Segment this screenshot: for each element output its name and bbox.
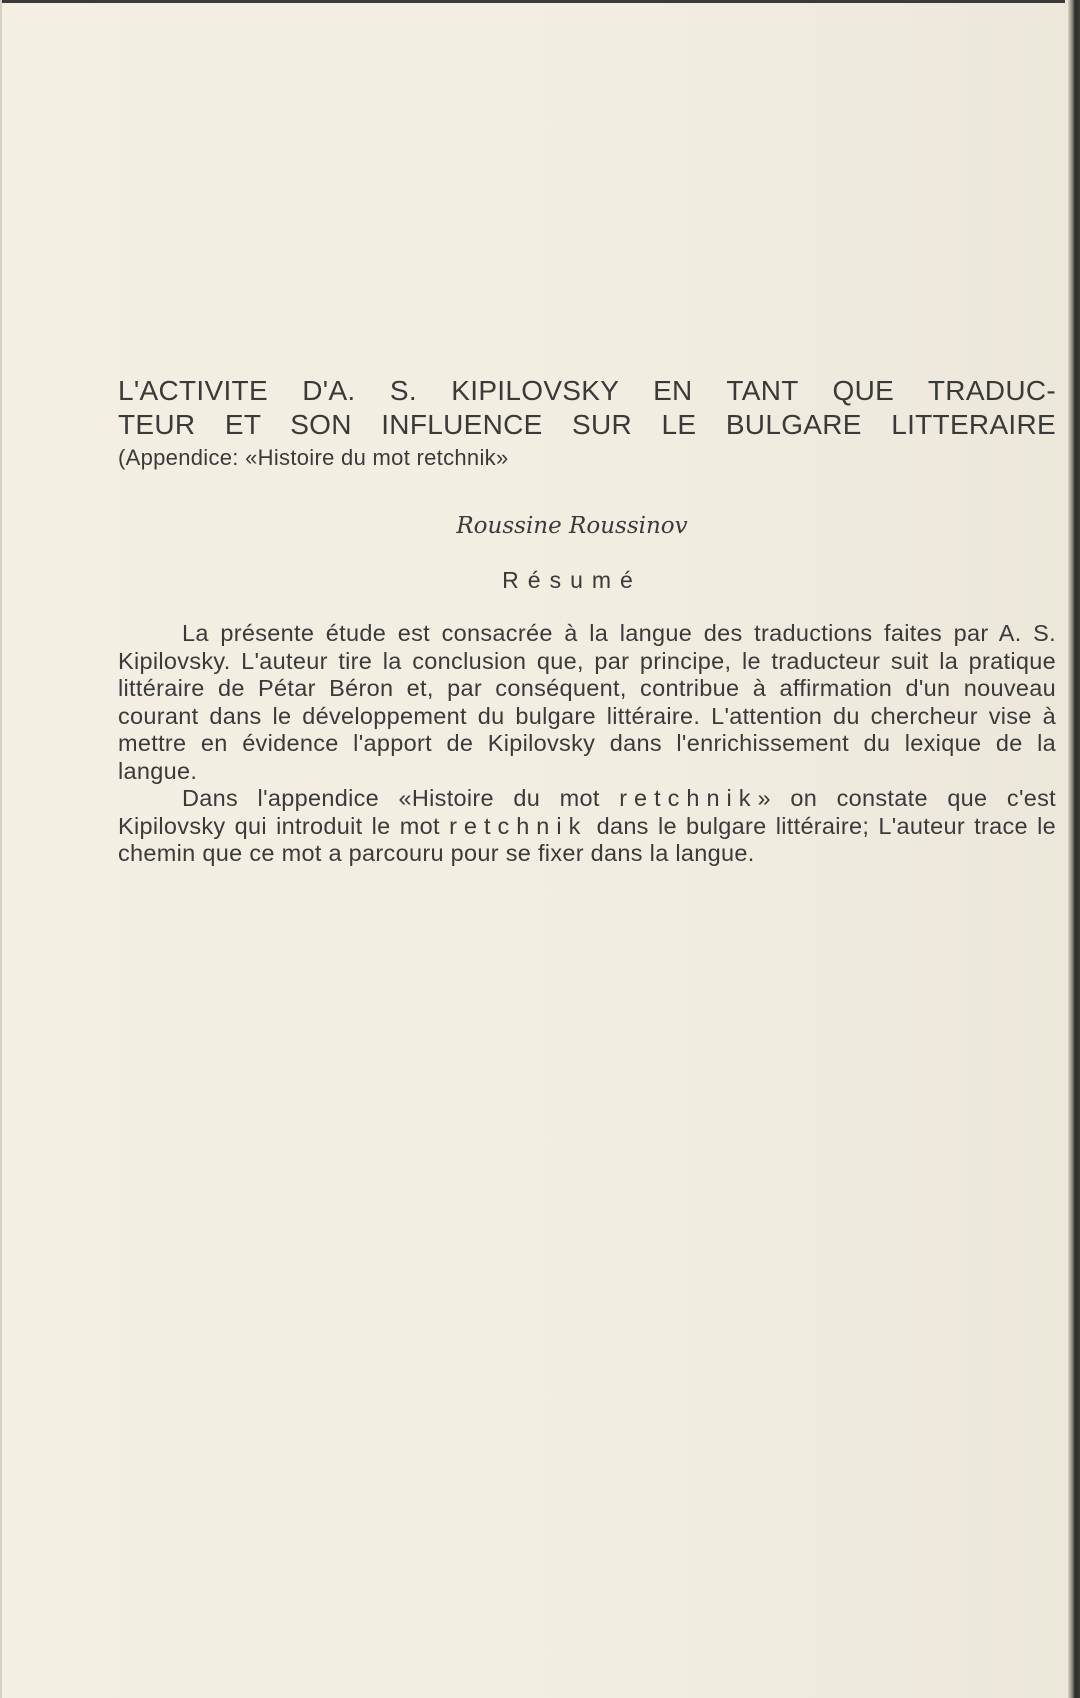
article-title [118,374,1056,442]
article-title-line-2: TEUR ET SON INFLUENCE SUR LE BULGARE LITTERAIRE [118,409,1056,440]
resume-paragraph-1: La présente étude est consacrée à la langue des traductions faites par A. S. Kipilovsky. L'auteur tire la conclusion que, par principe, le traducteur suit la pratique littéraire de Pétar Béron et, par conséquent, contribue à affirmation d'un nouveau courant dans le développement du bulgare littéraire. L'attention du chercheur vise à mettre en évidence l'apport de Kipilovsky dans l'enrichissement du lexique de la langue. [118,620,1056,784]
spaced-word-retchnik-1: retchnik [619,785,758,811]
paragraph-2-text-2: » on constate que c'est Kipilovsky qui introduit le mot [118,785,1056,839]
paragraph-2-text-3: dans le bulgare littéraire; L'auteur trace le chemin que ce mot a parcouru pour se fixer dans la langue. [118,812,1056,866]
book-spine-edge [1068,0,1080,1698]
article-title-line-1: L'ACTIVITE D'A. S. KIPILOVSKY EN TANT QUE TRADUC- [118,375,1056,406]
resume-heading: Résumé [502,567,642,593]
resume-body [118,620,1056,868]
left-page-edge [0,0,2,1698]
article-subtitle: (Appendice: «Histoire du mot retchnik» [118,445,509,470]
top-page-edge [0,0,1065,3]
author-name: Roussine Roussinov [456,513,688,539]
resume-paragraph-2 [118,785,1056,868]
paragraph-2-text-1: Dans l'appendice «Histoire du mot [182,785,600,811]
resume-section [118,374,1056,868]
spaced-word-retchnik-2: retchnik [449,812,588,839]
